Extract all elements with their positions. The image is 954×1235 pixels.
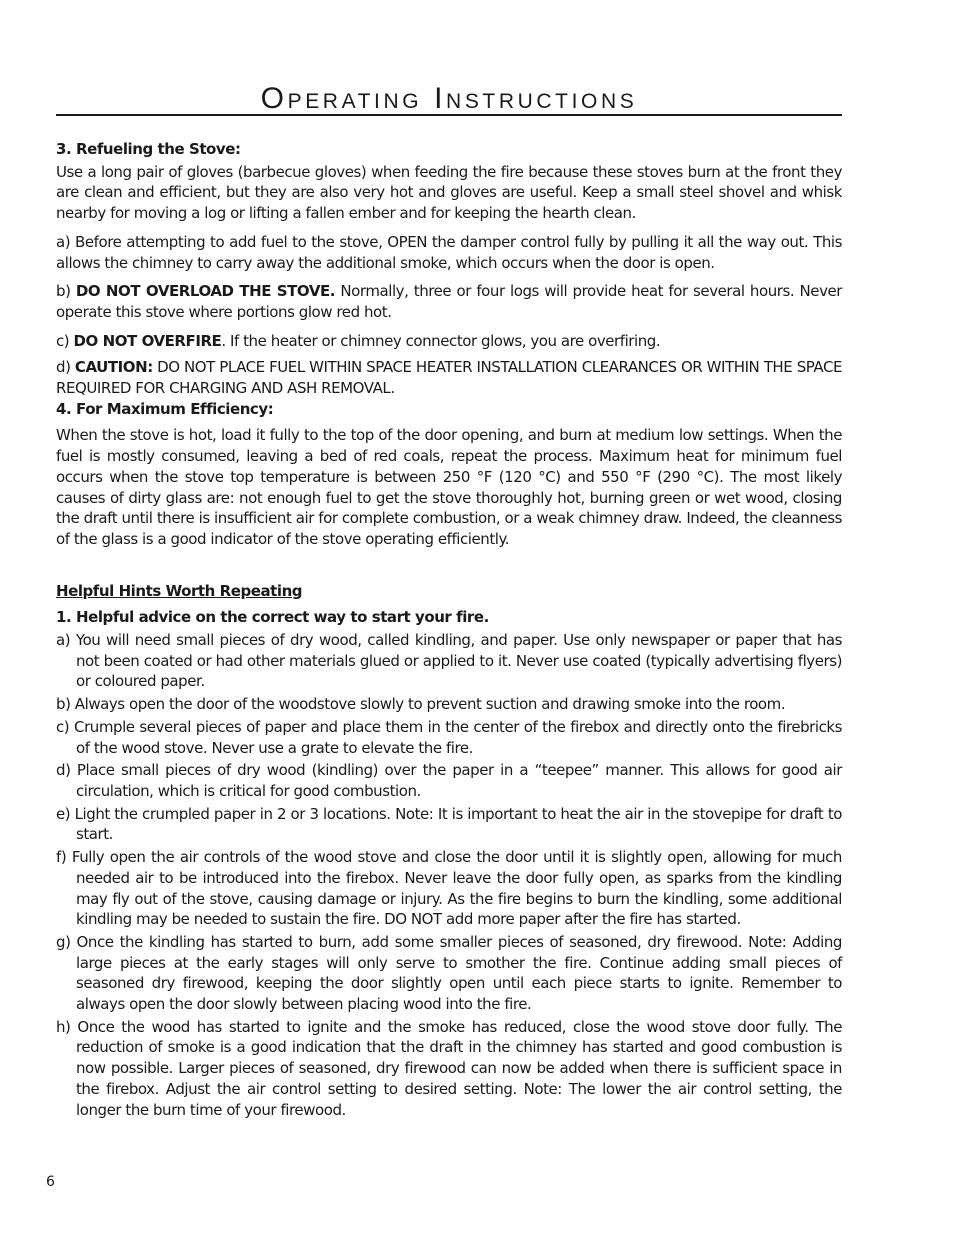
efficiency-text: When the stove is hot, load it fully to the top of the door opening, and burn at medium low settings. When the fuel is mostly consumed, leaving a bed of red coals, repeat the process. Maximum heat for minimum fuel occurs when the stove top temperature is between 250 °F (120 °C) and 550 °F (290 °C). The most likely causes of dirty glass are: not enough fuel to get the stove thoroughly hot, burning green or wet wood, closing the draft until there is insufficient air for complete combustion, or a weak chimney draw. Indeed, the cleanness of the glass is a good indicator of the stove operating efficiently. — [56, 426, 842, 548]
item-rest: DO NOT PLACE FUEL WITHIN SPACE HEATER INSTALLATION CLEARANCES OR WITHIN THE SPACE REQUIRED FOR CHARGING AND ASH REMOVAL. — [56, 358, 842, 398]
hints-heading: Helpful Hints Worth Repeating — [56, 581, 303, 600]
item-bold: DO NOT OVERFIRE — [73, 331, 222, 350]
refueling-item-c — [56, 331, 842, 352]
refueling-item-b — [56, 281, 842, 322]
page-title: Operating Instructions — [260, 82, 638, 115]
page-content — [56, 139, 842, 1120]
item-prefix: c) — [56, 331, 74, 350]
hint-item-d: d) Place small pieces of dry wood (kindling) over the paper in a “teepee” manner. This allows for good air circulation, which is critical for good combustion. — [56, 761, 842, 800]
hint-item-b: b) Always open the door of the woodstove slowly to prevent suction and drawing smoke into the room. — [56, 695, 786, 714]
item-prefix: b) — [56, 282, 76, 301]
efficiency-heading: 4. For Maximum Efficiency: — [56, 399, 274, 418]
hint-item-c: c) Crumple several pieces of paper and place them in the center of the firebox and directly onto the firebricks of the wood stove. Never use a grate to elevate the fire. — [56, 717, 842, 757]
hint-item-g: g) Once the kindling has started to burn, add some smaller pieces of seasoned, dry firewood. Note: Adding large pieces at the early stages will only serve to smother the fire. Continue adding small pieces of seasoned dry firewood, keeping the door slightly open until each piece starts to ignite. Remember to always open the door slowly between placing wood into the fire. — [56, 932, 842, 1014]
hint-item-f: f) Fully open the air controls of the wood stove and close the door until it is slightly open, allowing for much needed air to be introduced into the firebox. Never leave the door fully open, as sparks from the kindling may fly out of the stove, causing damage or injury. As the fire begins to burn the kindling, some additional kindling may be needed to sustain the fire. DO NOT add more paper after the fire has started. — [56, 848, 842, 929]
refueling-item-a: a) Before attempting to add fuel to the stove, OPEN the damper control fully by pulling it all the way out. This allows the chimney to carry away the additional smoke, which occurs when the door is open. — [56, 232, 842, 272]
title-rule — [56, 114, 842, 116]
hints-subheading: 1. Helpful advice on the correct way to start your fire. — [56, 608, 489, 627]
hint-item-h: h) Once the wood has started to ignite and the smoke has reduced, close the wood stove door fully. The reduction of smoke is a good indication that the draft in the chimney has started and good combustion is now possible. Larger pieces of seasoned, dry firewood can now be added when there is sufficient space in the firebox. Adjust the air control setting to desired setting. Note: The lower the air control setting, the longer the burn time of your firewood. — [56, 1017, 842, 1119]
refueling-intro: Use a long pair of gloves (barbecue gloves) when feeding the fire because these stoves burn at the front they are clean and efficient, but they are also very hot and gloves are useful. Keep a small steel shovel and whisk nearby for moving a log or lifting a fallen ember and for keeping the hearth clean. — [56, 162, 842, 223]
item-prefix: d) — [56, 358, 75, 377]
item-rest: Normally, three or four logs will provide heat for several hours. Never operate this stove where portions glow red hot. — [56, 282, 842, 321]
hint-item-a: a) You will need small pieces of dry wood, called kindling, and paper. Use only newspaper or paper that has not been coated or had other materials glued or applied to it. Never use coated (typically advertising flyers) or coloured paper. — [56, 631, 842, 691]
page-number: 6 — [46, 1174, 55, 1190]
item-bold: CAUTION: — [74, 358, 153, 377]
refueling-item-d — [56, 357, 842, 398]
item-bold: DO NOT OVERLOAD THE STOVE. — [75, 282, 336, 301]
item-rest: . If the heater or chimney connector glows, you are overfiring. — [221, 331, 661, 350]
refueling-heading: 3. Refueling the Stove: — [56, 140, 241, 158]
hint-item-e: e) Light the crumpled paper in 2 or 3 locations. Note: It is important to heat the air in the stovepipe for draft to start. — [56, 804, 842, 844]
